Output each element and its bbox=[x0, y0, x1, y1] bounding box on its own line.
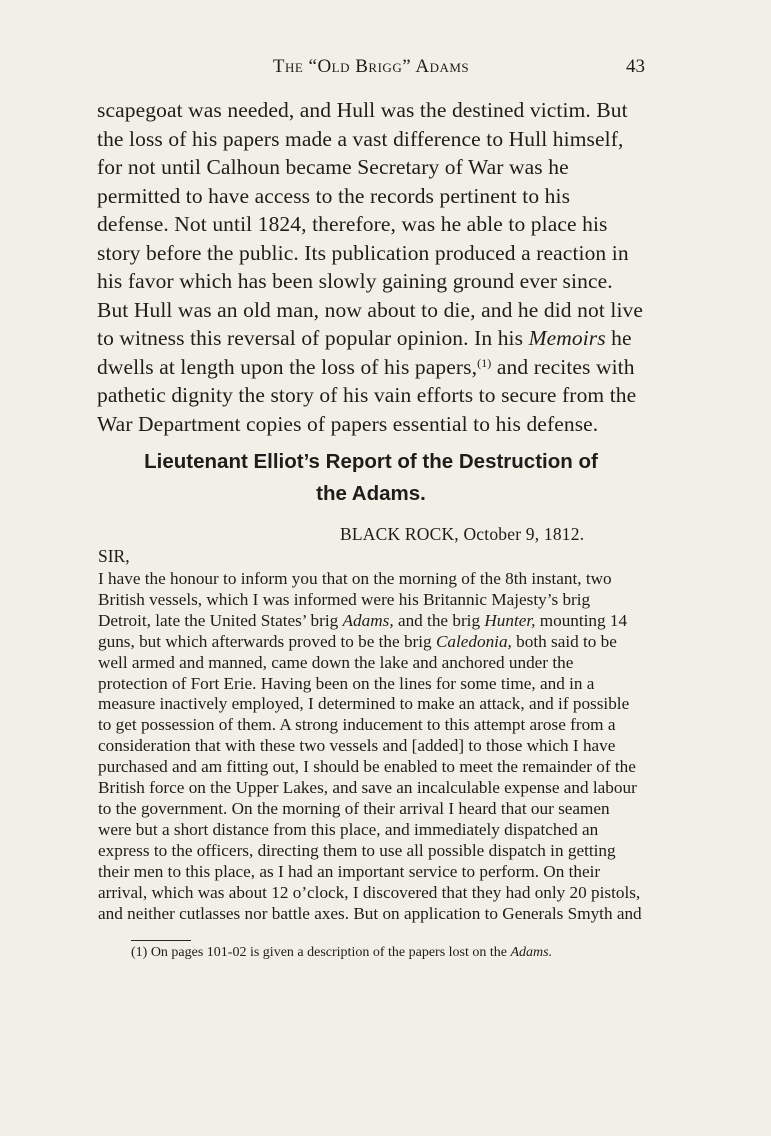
body-text-part2: he dwells at length upon the loss of his papers, bbox=[97, 326, 632, 379]
ship-hunter: Hunter, bbox=[484, 610, 536, 630]
letter-text-3: mounting 14 guns, but which afterwards proved to be the brig bbox=[98, 610, 628, 651]
footnote-rule bbox=[131, 940, 191, 941]
letter-text-4: both said to be well armed and manned, came down the lake and anchored under the protection of Fort Erie. Having been on the lines for some time, and in a measure inactively employed, I determined to make an attack, and if possible to get possession of them. A strong inducement to this attempt arose from a consideration that with these two vessels and [added] to those which I have purchased and am fitting out, I should be enabled to meet the remainder of the British force on the Upper Lakes, and save an incalculable expense and labour to the government. On the morning of their arrival I heard that our seamen were but a short distance from this place, and immediately dispatched an express to the officers, directing them to use all possible dispatch in getting their men to this place, as I had an important service to perform. On their arrival, which was about 12 o’clock, I discovered that they had only 20 pistols, and neither cutlasses nor battle axes. But on application to Generals Smyth and bbox=[98, 631, 642, 923]
ship-adams: Adams, bbox=[342, 610, 394, 630]
footnote-text: (1) On pages 101-02 is given a description of the papers lost on the bbox=[131, 945, 511, 960]
letter-body bbox=[98, 569, 646, 924]
footnote-reference: (1) bbox=[477, 355, 492, 370]
footnote-italic: Adams. bbox=[510, 945, 553, 960]
body-paragraph bbox=[97, 96, 645, 438]
running-title: The “Old Brigg” Adams bbox=[272, 56, 470, 77]
body-text-part3: and recites with pathetic dignity the story of his vain efforts to secure from the War Department copies of papers essential to his defense. bbox=[97, 354, 637, 436]
page-number: 43 bbox=[626, 56, 645, 77]
letter-text-1: I have the honour to inform you that on the morning of the 8th instant, two British vessels, which I was informed were his Britannic Majesty’s brig Detroit, late the United States’ brig bbox=[98, 569, 612, 630]
letter-salutation: SIR, bbox=[98, 546, 130, 566]
letter-dateline: BLACK ROCK, October 9, 1812. bbox=[340, 524, 585, 544]
letter-text-2: and the brig bbox=[393, 610, 485, 630]
ship-caledonia: Caledonia, bbox=[435, 631, 512, 651]
footnote bbox=[98, 944, 646, 961]
section-heading-line1: Lieutenant Elliot’s Report of the Destruction of bbox=[144, 450, 598, 473]
memoirs-title: Memoirs bbox=[528, 326, 606, 350]
section-heading-line2: the Adams. bbox=[316, 482, 426, 505]
running-head bbox=[97, 56, 645, 80]
section-heading bbox=[97, 446, 645, 510]
body-text-part1: scapegoat was needed, and Hull was the destined victim. But the loss of his papers made a vast difference to Hull himself, for not until Calhoun became Secretary of War was he permitted to have access to the records pertinent to his defense. Not until 1824, therefore, was he able to place his story before the public. Its publication produced a reaction in his favor which has been slowly gaining ground ever since. But Hull was an old man, now about to die, and he did not live to witness this reversal of popular opinion. In his bbox=[97, 98, 644, 350]
